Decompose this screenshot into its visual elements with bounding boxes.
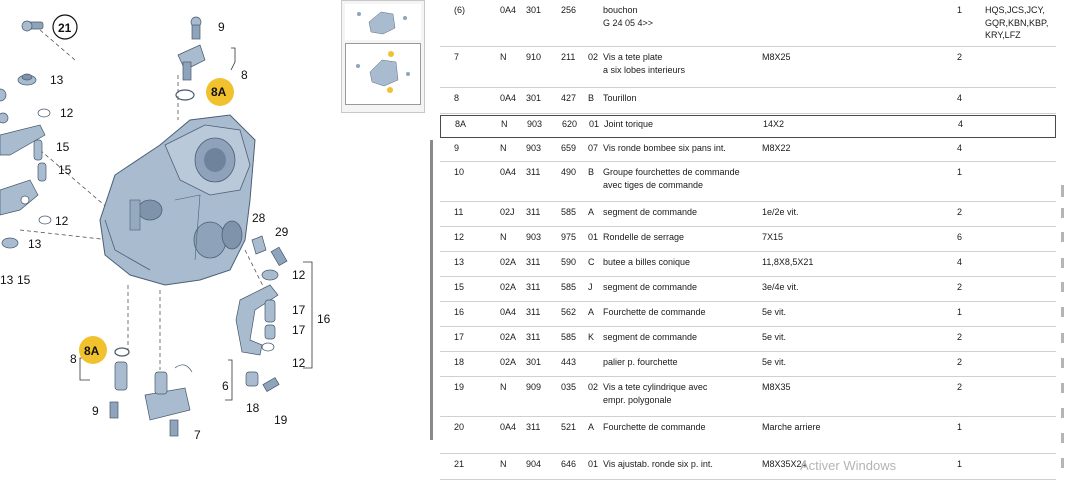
part-spec: M8X35X24 bbox=[762, 459, 807, 469]
callout-15-b[interactable]: 15 bbox=[58, 163, 72, 177]
part-number-sub: 659 bbox=[561, 143, 577, 153]
callout-21[interactable]: 21 bbox=[58, 21, 72, 35]
part-quantity: 2 bbox=[957, 332, 963, 342]
part-quantity: 1 bbox=[957, 422, 963, 432]
part-prefix: 02J bbox=[500, 207, 515, 217]
description-line: Rondelle de serrage bbox=[603, 232, 685, 242]
part-number-suffix: A bbox=[588, 307, 595, 317]
callout-13-a[interactable]: 13 bbox=[50, 73, 64, 87]
part-number-main: 311 bbox=[526, 307, 541, 317]
part-description bbox=[603, 166, 740, 191]
part-description bbox=[603, 256, 690, 269]
parts-list bbox=[440, 0, 1056, 480]
position-number: 20 bbox=[454, 422, 465, 432]
part-quantity: 2 bbox=[957, 207, 963, 217]
part-prefix: N bbox=[501, 119, 508, 129]
part-number-suffix: A bbox=[588, 422, 595, 432]
part-number-suffix: B bbox=[588, 167, 595, 177]
part-description bbox=[603, 421, 706, 434]
position-number: (6) bbox=[454, 5, 465, 15]
part-spec: M8X35 bbox=[762, 382, 791, 392]
part-number-sub: 035 bbox=[561, 382, 577, 392]
parts-row-13[interactable] bbox=[440, 253, 1056, 277]
part-quantity: 6 bbox=[957, 232, 963, 242]
description-line: palier p. fourchette bbox=[603, 357, 678, 367]
part-prefix: 0A4 bbox=[500, 167, 517, 177]
callout-12-c[interactable]: 12 bbox=[292, 268, 306, 282]
part-quantity: 2 bbox=[957, 357, 963, 367]
part-number-main: 909 bbox=[526, 382, 542, 392]
description-line: Joint torique bbox=[604, 119, 654, 129]
position-number: 21 bbox=[454, 459, 465, 469]
position-number: 17 bbox=[454, 332, 465, 342]
position-number: 15 bbox=[454, 282, 465, 292]
part-prefix: 02A bbox=[500, 357, 517, 367]
parts-row-9[interactable] bbox=[440, 139, 1056, 162]
part-prefix: 0A4 bbox=[500, 93, 517, 103]
part-number-suffix: B bbox=[588, 93, 595, 103]
description-line: segment de commande bbox=[603, 332, 698, 342]
parts-row-6[interactable] bbox=[440, 1, 1056, 47]
part-number-suffix: J bbox=[588, 282, 593, 292]
part-number-sub: 427 bbox=[561, 93, 577, 103]
part-number-sub: 620 bbox=[562, 119, 578, 129]
callout-15-bottom[interactable]: 15 bbox=[17, 273, 31, 287]
part-number-suffix: 01 bbox=[588, 232, 599, 242]
part-number-sub: 975 bbox=[561, 232, 577, 242]
position-number: 12 bbox=[454, 232, 465, 242]
part-prefix: 0A4 bbox=[500, 5, 517, 15]
part-spec: 7X15 bbox=[762, 232, 784, 242]
callout-9-bottom[interactable]: 9 bbox=[92, 404, 99, 418]
part-number-main: 910 bbox=[526, 52, 542, 62]
part-quantity: 1 bbox=[957, 167, 963, 177]
part-prefix: N bbox=[500, 52, 507, 62]
part-number-main: 311 bbox=[526, 167, 541, 177]
description-line: Fourchette de commande bbox=[603, 307, 706, 317]
description-line: Groupe fourchettes de commande bbox=[603, 167, 740, 177]
position-number: 11 bbox=[454, 207, 464, 217]
callout-16[interactable]: 16 bbox=[317, 312, 331, 326]
part-number-sub: 590 bbox=[561, 257, 577, 267]
part-number-sub: 585 bbox=[561, 282, 577, 292]
part-description bbox=[603, 231, 684, 244]
part-prefix: 02A bbox=[500, 257, 517, 267]
part-description bbox=[603, 4, 653, 29]
part-spec: 3e/4e vit. bbox=[762, 282, 799, 292]
position-number: 8A bbox=[455, 119, 467, 129]
part-number-main: 904 bbox=[526, 459, 542, 469]
part-number-suffix: 01 bbox=[589, 119, 600, 129]
part-number-main: 311 bbox=[526, 282, 541, 292]
description-line: Tourillon bbox=[603, 93, 637, 103]
parts-row-20[interactable] bbox=[440, 418, 1056, 454]
part-number-suffix: 07 bbox=[588, 143, 599, 153]
parts-row-16[interactable] bbox=[440, 303, 1056, 327]
part-spec: M8X25 bbox=[762, 52, 791, 62]
part-spec: 1e/2e vit. bbox=[762, 207, 799, 217]
note-line: KRY,LFZ bbox=[985, 30, 1021, 40]
part-prefix: N bbox=[500, 382, 507, 392]
callout-8a-bottom[interactable]: 8A bbox=[84, 344, 100, 358]
description-line: Vis a tete plate bbox=[603, 52, 663, 62]
part-number-main: 311 bbox=[526, 332, 541, 342]
description-line: bouchon bbox=[603, 5, 638, 15]
description-line: empr. polygonale bbox=[603, 394, 672, 405]
callout-8-bottom[interactable]: 8 bbox=[70, 352, 77, 366]
part-number-suffix: 01 bbox=[588, 459, 599, 469]
part-description bbox=[603, 92, 637, 105]
windows-activation-watermark: Activer Windows bbox=[800, 458, 897, 473]
position-number: 16 bbox=[454, 307, 465, 317]
shift-fork-group-16 bbox=[236, 236, 287, 392]
lower-parts bbox=[110, 348, 192, 436]
description-line: butee a billes conique bbox=[603, 257, 691, 267]
description-line: avec tiges de commande bbox=[603, 179, 704, 190]
parts-row-19[interactable] bbox=[440, 378, 1056, 417]
part-number-suffix: C bbox=[588, 257, 595, 267]
part-quantity: 4 bbox=[958, 119, 964, 129]
position-number: 18 bbox=[454, 357, 465, 367]
part-number-sub: 585 bbox=[561, 207, 577, 217]
position-number: 7 bbox=[454, 52, 460, 62]
parts-row-21[interactable] bbox=[440, 455, 1056, 480]
part-number-sub: 521 bbox=[561, 422, 577, 432]
part-description bbox=[603, 281, 697, 294]
part-quantity: 4 bbox=[957, 143, 963, 153]
part-quantity: 4 bbox=[957, 93, 963, 103]
parts-list-scrollbar[interactable] bbox=[1058, 0, 1068, 480]
thumbnail-1[interactable] bbox=[345, 4, 421, 40]
callout-12-b[interactable]: 12 bbox=[55, 214, 69, 228]
description-line: Vis ronde bombee six pans int. bbox=[603, 143, 726, 153]
callout-8-top[interactable]: 8 bbox=[241, 68, 248, 82]
part-spec: 14X2 bbox=[763, 119, 785, 129]
part-number-main: 903 bbox=[526, 232, 542, 242]
part-prefix: 0A4 bbox=[500, 422, 517, 432]
part-prefix: N bbox=[500, 143, 507, 153]
part-spec: 5e vit. bbox=[762, 357, 787, 367]
part-number-suffix: 02 bbox=[588, 52, 599, 62]
part-number-main: 311 bbox=[526, 207, 541, 217]
position-number: 8 bbox=[454, 93, 460, 103]
part-prefix: N bbox=[500, 232, 507, 242]
note-line: HQS,JCS,JCY, bbox=[985, 5, 1045, 15]
parts-row-10[interactable] bbox=[440, 163, 1056, 202]
position-number: 13 bbox=[454, 257, 465, 267]
callout-6[interactable]: 6 bbox=[222, 379, 229, 393]
part-prefix: N bbox=[500, 459, 507, 469]
part-description bbox=[603, 381, 707, 406]
part-description bbox=[603, 51, 685, 76]
part-number-sub: 585 bbox=[561, 332, 577, 342]
parts-row-18[interactable] bbox=[440, 353, 1056, 377]
callout-15-a[interactable]: 15 bbox=[56, 140, 70, 154]
part-number-sub: 562 bbox=[561, 307, 577, 317]
callout-9-top[interactable]: 9 bbox=[218, 20, 225, 34]
parts-row-8A[interactable] bbox=[440, 115, 1056, 138]
part-spec: 5e vit. bbox=[762, 332, 787, 342]
part-quantity: 1 bbox=[957, 459, 963, 469]
parts-row-7[interactable] bbox=[440, 48, 1056, 88]
shift-fork-group-left bbox=[0, 74, 51, 248]
position-number: 10 bbox=[454, 167, 465, 177]
callout-13-b[interactable]: 13 bbox=[28, 237, 42, 251]
part-spec: 11,8X8,5X21 bbox=[762, 257, 814, 267]
description-line: a six lobes interieurs bbox=[603, 64, 686, 75]
part-quantity: 1 bbox=[957, 307, 963, 317]
callout-12-a[interactable]: 12 bbox=[60, 106, 74, 120]
part-prefix: 02A bbox=[500, 332, 517, 342]
description-line: segment de commande bbox=[603, 282, 698, 292]
callout-7[interactable]: 7 bbox=[194, 428, 201, 442]
part-quantity: 2 bbox=[957, 382, 963, 392]
part-description bbox=[603, 458, 713, 471]
part-description bbox=[603, 142, 726, 155]
diagram-thumbnails bbox=[341, 0, 425, 113]
description-line: Vis a tete cylindrique avec bbox=[603, 382, 708, 392]
part-8a-oring-top bbox=[176, 90, 194, 100]
part-spec: M8X22 bbox=[762, 143, 791, 153]
part-number-suffix: A bbox=[588, 207, 595, 217]
part-quantity: 2 bbox=[957, 282, 963, 292]
part-spec: 5e vit. bbox=[762, 307, 787, 317]
parts-row-17[interactable] bbox=[440, 328, 1056, 352]
part-number-main: 311 bbox=[526, 422, 541, 432]
callout-29[interactable]: 29 bbox=[275, 225, 289, 239]
description-line: Vis ajustab. ronde six p. int. bbox=[603, 459, 713, 469]
part-number-main: 903 bbox=[526, 143, 542, 153]
parts-row-8[interactable] bbox=[440, 89, 1056, 114]
part-number-sub: 490 bbox=[561, 167, 577, 177]
part-number-sub: 211 bbox=[561, 52, 576, 62]
callout-8a-top[interactable]: 8A bbox=[211, 85, 227, 99]
part-number-main: 311 bbox=[526, 257, 541, 267]
position-number: 9 bbox=[454, 143, 460, 153]
part-description bbox=[603, 206, 697, 219]
part-number-sub: 646 bbox=[561, 459, 577, 469]
divider-scrollbar[interactable] bbox=[430, 140, 433, 440]
part-number-main: 903 bbox=[527, 119, 543, 129]
note-line: GQR,KBN,KBP, bbox=[985, 17, 1049, 28]
part-number-suffix: K bbox=[588, 332, 595, 342]
part-description bbox=[603, 356, 678, 369]
part-number-suffix: 02 bbox=[588, 382, 599, 392]
thumbnail-2-active[interactable] bbox=[345, 43, 421, 105]
parts-row-12[interactable] bbox=[440, 228, 1056, 252]
part-number-sub: 443 bbox=[561, 357, 577, 367]
callout-12-d[interactable]: 12 bbox=[292, 356, 306, 370]
parts-row-15[interactable] bbox=[440, 278, 1056, 302]
callout-17-a[interactable]: 17 bbox=[292, 303, 306, 317]
description-line: G 24 05 4>> bbox=[603, 17, 654, 28]
part-notes bbox=[985, 4, 1048, 42]
part-8-tourillon-top bbox=[178, 45, 205, 80]
part-spec: Marche arriere bbox=[762, 422, 821, 432]
callout-28[interactable]: 28 bbox=[252, 211, 266, 225]
part-number-main: 301 bbox=[526, 5, 542, 15]
part-description bbox=[603, 331, 697, 344]
part-9-screw-top bbox=[191, 17, 201, 39]
gearbox-housing bbox=[100, 115, 255, 285]
part-prefix: 02A bbox=[500, 282, 517, 292]
position-number: 19 bbox=[454, 382, 465, 392]
callout-18[interactable]: 18 bbox=[246, 401, 260, 415]
part-quantity: 2 bbox=[957, 52, 963, 62]
callout-13-bottom[interactable]: 13 bbox=[0, 273, 14, 287]
part-number-main: 301 bbox=[526, 93, 542, 103]
part-number-main: 301 bbox=[526, 357, 542, 367]
description-line: segment de commande bbox=[603, 207, 698, 217]
part-quantity: 1 bbox=[957, 5, 963, 15]
part-description bbox=[603, 306, 706, 319]
part-number-sub: 256 bbox=[561, 5, 577, 15]
part-prefix: 0A4 bbox=[500, 307, 517, 317]
parts-row-11[interactable] bbox=[440, 203, 1056, 227]
part-quantity: 4 bbox=[957, 257, 963, 267]
callout-19[interactable]: 19 bbox=[274, 413, 288, 427]
part-description bbox=[604, 118, 653, 131]
callout-17-b[interactable]: 17 bbox=[292, 323, 306, 337]
part-21-screw bbox=[22, 21, 43, 31]
description-line: Fourchette de commande bbox=[603, 422, 706, 432]
